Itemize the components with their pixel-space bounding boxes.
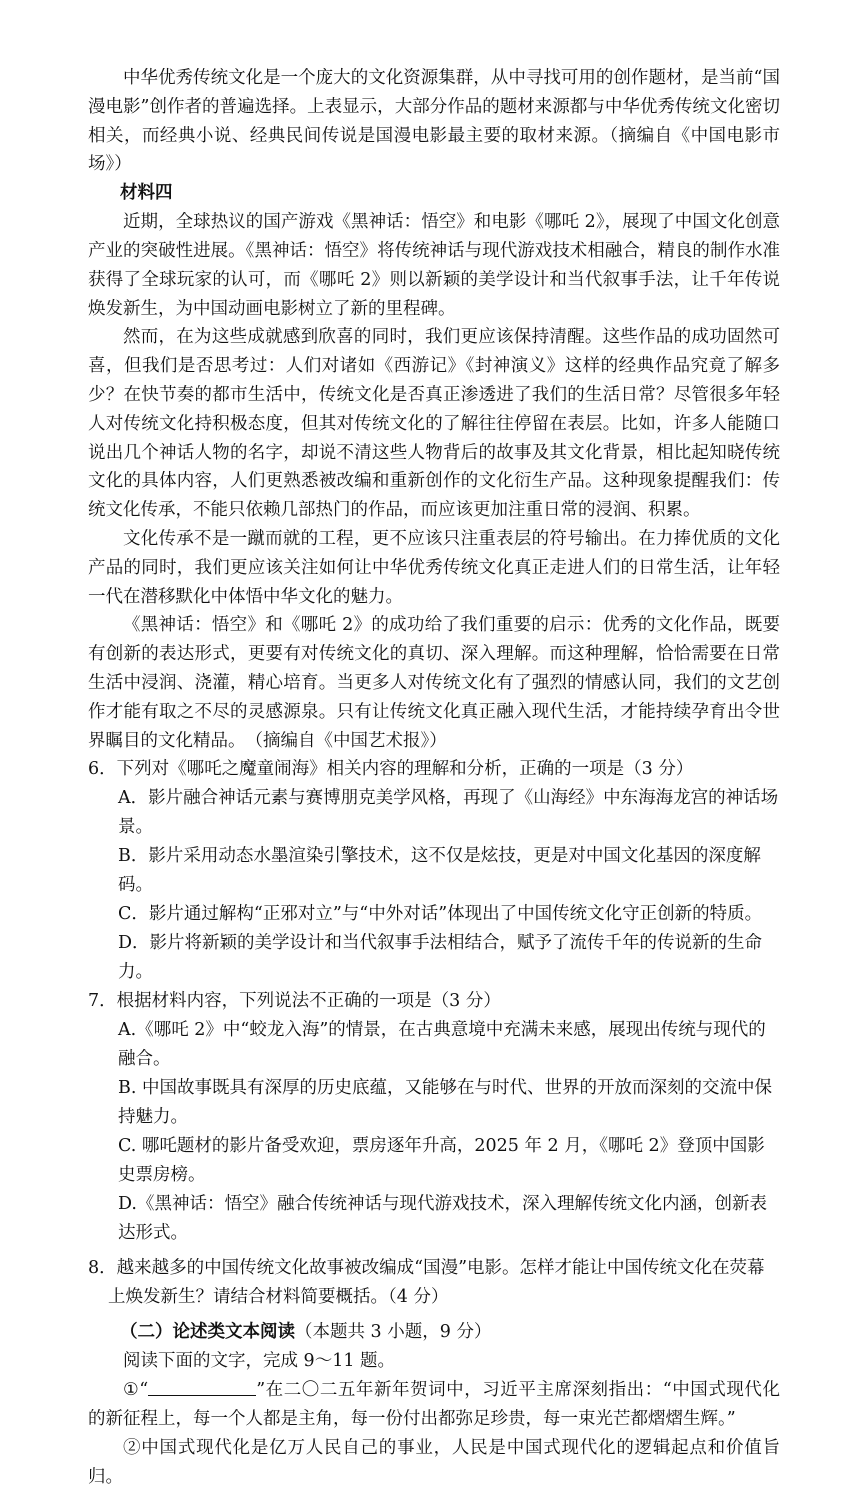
question-stem: 7．根据材料内容，下列说法不正确的一项是（3 分） bbox=[88, 991, 501, 1012]
paragraph-1-text: ”在二〇二五年新年贺词中，习近平主席深刻指出：“中国式现代化的新征程上，每一个人都是主角，每一份付出都弥足珍贵，每一束光芒都熠熠生辉。” bbox=[88, 1380, 780, 1429]
fill-in-blank bbox=[148, 1379, 256, 1396]
section-2-header bbox=[88, 1318, 780, 1347]
option-c: C. 哪吒题材的影片备受欢迎，票房逐年升高，2025 年 2 月，《哪吒 2》登顶中国影史票房榜。 bbox=[118, 1136, 765, 1186]
section-2-title: （二）论述类文本阅读 bbox=[120, 1322, 295, 1343]
intro-paragraph: 中华优秀传统文化是一个庞大的文化资源集群，从中寻找可用的创作题材，是当前“国漫电影”创作者的普遍选择。上表显示，大部分作品的题材来源都与中华优秀传统文化密切相关，而经典小说、经典民间传说是国漫电影最主要的取材来源。（摘编自《中国电影市场》） bbox=[88, 68, 780, 175]
option-b: B．影片采用动态水墨渲染引擎技术，这不仅是炫技，更是对中国文化基因的深度解码。 bbox=[118, 846, 761, 896]
material4-heading: 材料四 bbox=[120, 183, 173, 204]
option-b: B. 中国故事既具有深厚的历史底蕴，又能够在与时代、世界的开放而深刻的交流中保持魅力。 bbox=[118, 1078, 772, 1128]
option-d: D.《黑神话：悟空》融合传统神话与现代游戏技术，深入理解传统文化内涵，创新表达形式。 bbox=[118, 1194, 767, 1244]
exam-page bbox=[88, 64, 780, 1491]
question-stem: 8．越来越多的中国传统文化故事被改编成“国漫”电影。怎样才能让中国传统文化在荧幕上焕发新生？请结合材料简要概括。（4 分） bbox=[88, 1258, 765, 1308]
material4-paragraph-1: 近期，全球热议的国产游戏《黑神话：悟空》和电影《哪吒 2》，展现了中国文化创意产业的突破性进展。《黑神话：悟空》将传统神话与现代游戏技术相融合，精良的制作水准获得了全球玩家的认可，而《哪吒 2》则以新颖的美学设计和当代叙事手法，让千年传说焕发新生，为中国动画电影树立了新的里程碑。 bbox=[88, 212, 780, 319]
material4-paragraph-4: 《黑神话：悟空》和《哪吒 2》的成功给了我们重要的启示：优秀的文化作品，既要有创新的表达形式，更要有对传统文化的真切、深入理解。而这种理解，恰恰需要在日常生活中浸润、浇灌，精心培育。当更多人对传统文化有了强烈的情感认同，我们的文艺创作才能有取之不尽的灵感源泉。只有让传统文化真正融入现代生活，才能持续孕育出令世界瞩目的文化精品。 （摘编自《中国艺术报》） bbox=[88, 615, 780, 751]
question-6 bbox=[88, 755, 780, 987]
question-7 bbox=[88, 987, 780, 1248]
section-2-paragraph-2: ②中国式现代化是亿万人民自己的事业，人民是中国式现代化的逻辑起点和价值旨归。 bbox=[88, 1437, 780, 1487]
option-a: A．影片融合神话元素与赛博朋克美学风格，再现了《山海经》中东海海龙宫的神话场景。 bbox=[118, 788, 779, 838]
material4-paragraph-3: 文化传承不是一蹴而就的工程，更不应该只注重表层的符号输出。在力捧优质的文化产品的同时，我们更应该关注如何让中华优秀传统文化真正走进人们的日常生活，让年轻一代在潜移默化中体悟中华文化的魅力。 bbox=[88, 528, 780, 607]
option-c: C．影片通过解构“正邪对立”与“中外对话”体现出了中国传统文化守正创新的特质。 bbox=[118, 904, 763, 925]
option-d: D．影片将新颖的美学设计和当代叙事手法相结合，赋予了流传千年的传说新的生命力。 bbox=[118, 933, 763, 983]
section-2-paragraph-1 bbox=[88, 1376, 780, 1434]
material4-paragraph-2: 然而，在为这些成就感到欣喜的同时，我们更应该保持清醒。这些作品的成功固然可喜，但我们是否思考过：人们对诸如《西游记》《封神演义》这样的经典作品究竟了解多少？在快节奏的都市生活中，传统文化是否真正渗透进了我们的生活日常？尽管很多年轻人对传统文化持积极态度，但其对传统文化的了解往往停留在表层。比如，许多人能随口说出几个神话人物的名字，却说不清这些人物背后的故事及其文化背景，相比起知晓传统文化的具体内容，人们更熟悉被改编和重新创作的文化衍生产品。这种现象提醒我们：传统文化传承，不能只依赖几部热门的作品，而应该更加注重日常的浸润、积累。 bbox=[88, 327, 780, 521]
question-stem: 6．下列对《哪吒之魔童闹海》相关内容的理解和分析，正确的一项是（3 分） bbox=[88, 759, 694, 780]
section-2-instruction: 阅读下面的文字，完成 9～11 题。 bbox=[123, 1351, 396, 1372]
question-8 bbox=[88, 1254, 780, 1312]
section-2-meta: （本题共 3 小题，9 分） bbox=[295, 1322, 492, 1343]
option-a: A.《哪吒 2》中“蛟龙入海”的情景，在古典意境中充满未来感，展现出传统与现代的融合。 bbox=[118, 1020, 766, 1070]
paragraph-1-prefix: ①“ bbox=[123, 1380, 149, 1401]
